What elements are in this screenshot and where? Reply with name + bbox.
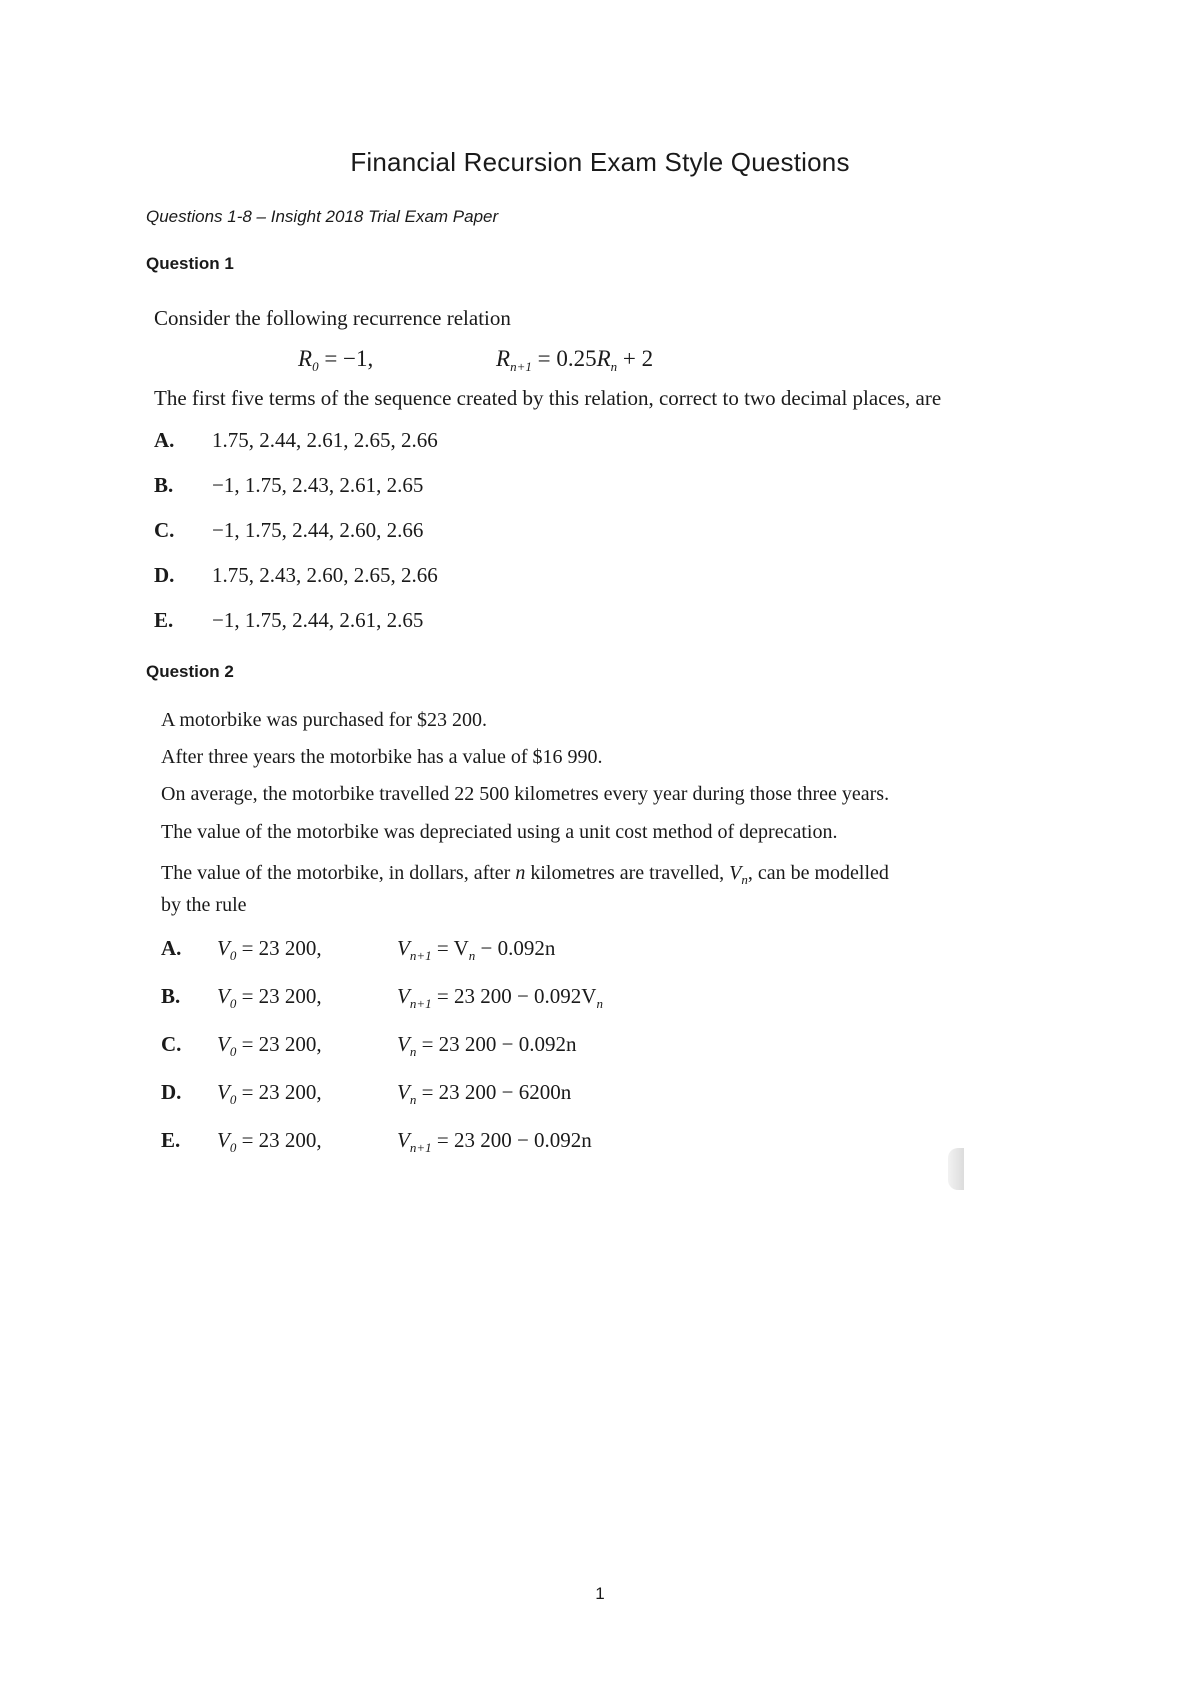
rule-var-sub: n: [741, 872, 748, 887]
option-rule: [397, 1128, 592, 1156]
page-number: 1: [595, 1584, 605, 1603]
eq-text: = 0.25: [531, 346, 597, 371]
rule-var-v: V: [729, 862, 742, 884]
option-letter: C.: [154, 518, 175, 542]
question-2-rule-line-2: by the rule: [161, 894, 247, 916]
option-text: −1, 1.75, 2.44, 2.61, 2.65: [212, 608, 424, 632]
eq-text: = −1,: [318, 346, 374, 371]
option-initial-value: [217, 1032, 322, 1060]
eq-text: = 23 200 − 0.092n: [431, 1128, 592, 1152]
eq-text: = V: [431, 936, 469, 960]
eq-sub: n: [409, 1044, 417, 1059]
eq-var: V: [397, 936, 410, 960]
option-initial-value: [217, 1128, 322, 1156]
eq-sub: n+1: [409, 996, 432, 1011]
eq-text: = 23 200 − 0.092n: [416, 1032, 577, 1056]
question-2-line: After three years the motorbike has a value of $16 990.: [161, 746, 603, 768]
option-text: −1, 1.75, 2.44, 2.60, 2.66: [212, 518, 424, 542]
option-rule: [397, 1080, 571, 1108]
eq-text: = 23 200,: [236, 936, 322, 960]
question-1-heading: Question 1: [146, 254, 234, 273]
option-initial-value: [217, 984, 322, 1012]
eq-text: − 0.092n: [475, 936, 556, 960]
eq-var: R: [298, 346, 313, 371]
option-letter: A.: [161, 936, 182, 960]
option-text: 1.75, 2.44, 2.61, 2.65, 2.66: [212, 428, 438, 452]
question-1-intro: Consider the following recurrence relation: [154, 306, 511, 330]
eq-var: V: [397, 984, 410, 1008]
eq-text: = 23 200,: [236, 1128, 322, 1152]
option-rule: [397, 936, 555, 964]
option-rule: [397, 1032, 577, 1060]
eq-var: V: [217, 1080, 230, 1104]
question-2-line: A motorbike was purchased for $23 200.: [161, 709, 488, 731]
option-letter: B.: [161, 984, 181, 1008]
option-letter: A.: [154, 428, 175, 452]
question-2-heading: Question 2: [146, 662, 234, 681]
option-letter: E.: [161, 1128, 181, 1152]
question-2-line: On average, the motorbike travelled 22 500 kilometres every year during those three years.: [161, 783, 890, 805]
eq-sub: n+1: [409, 1140, 432, 1155]
eq-var: V: [397, 1080, 410, 1104]
question-2-line: The value of the motorbike was depreciated using a unit cost method of deprecation.: [161, 821, 838, 843]
rule-var-n: n: [515, 862, 526, 884]
rule-text: kilometres are travelled,: [525, 862, 730, 884]
question-2-rule-line: [161, 862, 889, 888]
eq-var: V: [397, 1128, 410, 1152]
eq-var: V: [397, 1032, 410, 1056]
eq-sub: n: [610, 359, 618, 374]
option-letter: D.: [161, 1080, 182, 1104]
eq-sub: n: [468, 948, 476, 963]
option-text: −1, 1.75, 2.43, 2.61, 2.65: [212, 473, 424, 497]
eq-text: = 23 200,: [236, 984, 322, 1008]
eq-var: R: [596, 346, 611, 371]
recurrence-initial-term: [298, 346, 373, 375]
page-title: Financial Recursion Exam Style Questions: [350, 147, 850, 177]
eq-var: V: [217, 1128, 230, 1152]
option-letter: E.: [154, 608, 174, 632]
eq-sub: 0: [312, 359, 319, 374]
eq-sub: 0: [229, 1140, 237, 1155]
eq-sub: 0: [229, 1092, 237, 1107]
option-rule: [397, 984, 603, 1012]
eq-text: + 2: [617, 346, 654, 371]
question-1-prompt: The first five terms of the sequence created by this relation, correct to two decimal places, are: [154, 386, 942, 410]
eq-var: V: [217, 936, 230, 960]
rule-text: , can be modelled: [747, 862, 889, 884]
eq-var: R: [496, 346, 511, 371]
eq-text: = 23 200,: [236, 1032, 322, 1056]
recurrence-rule: [496, 346, 653, 375]
eq-sub: n: [409, 1092, 417, 1107]
eq-var: V: [217, 984, 230, 1008]
eq-text: = 23 200 − 0.092V: [431, 984, 597, 1008]
eq-sub: n: [596, 996, 603, 1011]
page-subtitle: Questions 1-8 – Insight 2018 Trial Exam Paper: [146, 207, 499, 226]
eq-sub: n+1: [510, 359, 532, 374]
option-initial-value: [217, 1080, 322, 1108]
eq-sub: 0: [229, 1044, 237, 1059]
scan-artifact: [948, 1148, 964, 1190]
eq-sub: 0: [229, 948, 237, 963]
option-letter: C.: [161, 1032, 182, 1056]
option-initial-value: [217, 936, 322, 964]
option-letter: B.: [154, 473, 174, 497]
eq-text: = 23 200 − 6200n: [416, 1080, 572, 1104]
option-letter: D.: [154, 563, 175, 587]
eq-var: V: [217, 1032, 230, 1056]
rule-text: The value of the motorbike, in dollars, after: [161, 862, 516, 884]
eq-sub: 0: [229, 996, 237, 1011]
eq-sub: n+1: [409, 948, 432, 963]
eq-text: = 23 200,: [236, 1080, 322, 1104]
option-text: 1.75, 2.43, 2.60, 2.65, 2.66: [212, 563, 438, 587]
